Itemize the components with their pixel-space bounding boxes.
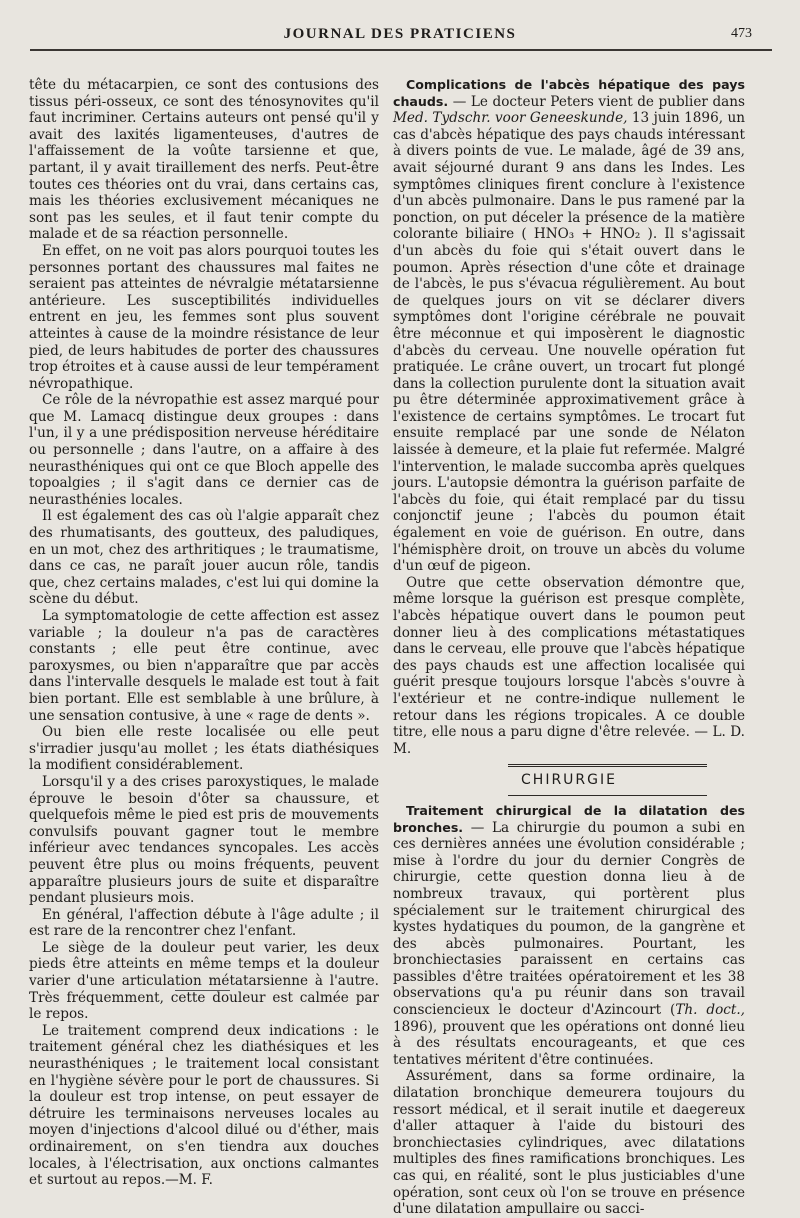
article-text: — Le docteur Peters vient de publier dans (448, 93, 745, 110)
article-heading: Complications de l'abcès hépatique des pays chauds. (393, 77, 745, 109)
paragraph: En général, l'affection débute à l'âge adulte ; il est rare de la rencontrer chez l'enfant. (29, 906, 379, 940)
thesis-citation: Th. doct., (675, 1002, 745, 1019)
paragraph: Assurément, dans sa forme ordinaire, la dilatation bronchique demeurera toujours du ressort médical, et il serait inutile et daegereux d'aller attaquer à l'aide du bistouri des bronchiectasies cylindriques, avec dilatations multiples des fines ramifications bronchiques. Les cas qui, en réalité, sont le plus justiciables d'une opération, sont ceux où l'on se trouve en présence d'une dilatation ampullaire ou sacci- (393, 1068, 745, 1218)
article-heading: Traitement chirurgical de la dilatation des bronches. (393, 802, 745, 835)
column-end-rule (175, 990, 230, 991)
page-number: 473 (731, 26, 752, 41)
paragraph: Lorsqu'il y a des crises paroxystiques, le malade éprouve le besoin d'ôter sa chaussure, et quelquefois même le pied est pris de mouvements convulsifs pouvant gagner tout le membre inférieur avec tendances syncopales. Les accès peuvent être plus ou moins fréquents, peuvent apparaître plusieurs jours de suite et disparaître pendant plusieurs mois. (29, 773, 379, 907)
article-text: 13 juin 1896, un cas d'abcès hépatique des pays chauds intéressant à divers points de vue. Le malade, âgé de 39 ans, avait séjourné durant 9 ans dans les Indes. Les symptômes cliniques firent conclure à l'existence d'un abcès pulmonaire. Dans le pus ramené par la ponction, on put déceler la présence de la matière colorante biliaire ( HNO₃ + HNO₂ ). Il s'agissait d'un abcès du foie qui s'était ouvert dans le poumon. Après résection d'une côte et drainage de l'abcès, le pus s'évacua régulièrement. Au bout de quelques jours on vit se déclarer divers symptômes dont l'origine cérébrale ne pouvait être méconnue et qui imposèrent le diagnostic d'abcès du cerveau. Une nouvelle opération fut pratiquée. Le crâne ouvert, un trocart fut plongé dans la collection purulente dont la situation avait pu être déterminée approximativement grâce à l'existence de certains symptômes. Le trocart fut ensuite remplacé par une sonde de Nélaton laissée à demeure, et la plaie fut refermée. Malgré l'intervention, le malade succomba après quelques jours. L'autopsie démontra la guérison parfaite de l'abcès du foie, qui était remplacé par du tissu conjonctif jeune ; l'abcès du poumon était également en voie de guérison. En outre, dans l'hémisphère droit, on trouve un abcès du volume d'un œuf de pigeon. (393, 110, 745, 575)
header-rule (30, 49, 772, 51)
left-column (29, 77, 379, 1189)
section-rule (508, 795, 707, 796)
paragraph: Outre que cette observation démontre que, même lorsque la guérison est presque complète, l'abcès hépatique ouvert dans le poumon peut donner lieu à des complications métastatiques dans le cerveau, elle prouve que l'abcès hépatique des pays chauds est une affection localisée qui guérit presque toujours lorsque l'abcès s'ouvre à l'extérieur et ne contre-indique nullement le retour dans les régions tropicales. A ce double titre, elle nous a paru digne d'être relevée. — L. D. M. (393, 574, 745, 757)
journal-title: JOURNAL DES PRATICIENS (283, 26, 517, 42)
section-rule (508, 764, 707, 767)
paragraph: tête du métacarpien, ce sont des contusions des tissus péri-osseux, ce sont des ténosynovites qu'il faut incriminer. Certains auteurs ont pensé qu'il y avait des laxités ligamenteuses, d'autres de l'affaissement de la voûte tarsienne et que, partant, il y avait tiraillement des nerfs. Peut-être toutes ces théories ont du vrai, dans certains cas, mais les théories exclusivement mécaniques ne sont pas les seules, et il faut tenir compte du malade et de sa réaction personnelle. (29, 77, 379, 243)
article-bronchial-dilatation (393, 803, 745, 1069)
paragraph: Ce rôle de la névropathie est assez marqué pour que M. Lamacq distingue deux groupes : dans l'un, il y a une prédisposition nerveuse héréditaire ou personnelle ; dans l'autre, on a affaire à des neurasthéniques qui ont ce que Bloch appelle des topoalgies ; il s'agit dans ce dernier cas de neurasthénies locales. (29, 392, 379, 508)
paragraph: La symptomatologie de cette affection est assez variable ; la douleur n'a pas de caractères constants ; elle peut être continue, avec paroxysmes, ou bien n'apparaître que par accès dans l'intervalle desquels le malade est tout à fait bien portant. Elle est semblable à une brûlure, à une sensation contusive, à une « rage de dents ». (29, 608, 379, 724)
running-header (30, 22, 770, 50)
paragraph: Il est également des cas où l'algie apparaît chez des rhumatisants, des goutteux, des paludiques, en un mot, chez des arthritiques ; le traumatisme, dans ce cas, ne paraît jouer aucun rôle, tandis que, chez certains malades, c'est lui qui domine la scène du début. (29, 508, 379, 608)
journal-citation: Med. Tydschr. voor Geneeskunde, (393, 110, 628, 127)
paragraph: En effet, on ne voit pas alors pourquoi toutes les personnes portant des chaussures mal faites ne seraient pas atteintes de névralgie métatarsienne antérieure. Les susceptibilités individuelles entrent en jeu, les femmes sont plus souvent atteintes à cause de la moindre résistance de leur pied, de leurs habitudes de porter des chaussures trop étroites et à cause aussi de leur tempérament névropathique. (29, 242, 379, 392)
section-title: CHIRURGIE (521, 772, 617, 789)
paragraph: Ou bien elle reste localisée ou elle peut s'irradier jusqu'au mollet ; les états diathésiques la modifient considérablement. (29, 724, 379, 774)
paragraph: Le siège de la douleur peut varier, les deux pieds être atteints en même temps et la douleur varier d'une articulation métatarsienne à l'autre. Très fréquemment, cette douleur est calmée par le repos. (29, 939, 379, 1023)
article-liver-abscess (393, 77, 745, 575)
right-column (393, 77, 745, 1218)
article-text: — La chirurgie du poumon a subi en ces dernières années une évolution considérable ; mise à l'ordre du jour du dernier Congrès de chirurgie, cette question donna lieu à de nombreux travaux, qui portèrent plus spécialement sur le traitement chirurgical des kystes hydatiques du poumon, de la gangrène et des abcès pulmonaires. Pourtant, les bronchiectasies paraissent en certains cas passibles d'être traitées opératoirement et les 38 observations qu'a pu réunir dans son travail consciencieux le docteur d'Azincourt ( (393, 819, 745, 1019)
paragraph: Le traitement comprend deux indications : le traitement général chez les diathésiques et les neurasthéniques ; le traitement local consistant en l'hygiène sévère pour le port de chaussures. Si la douleur est trop intense, on peut essayer de détruire les terminaisons nerveuses locales au moyen d'injections d'alcool dilué ou d'éther, mais ordinairement, on s'en tiendra aux douches locales, à l'électrisation, aux onctions calmantes et surtout au repos.—M. F. (29, 1022, 379, 1189)
article-text: 1896), prouvent que les opérations ont donné lieu à des résultats encourageants, et que ces tentatives méritent d'être continuées. (393, 1018, 745, 1068)
